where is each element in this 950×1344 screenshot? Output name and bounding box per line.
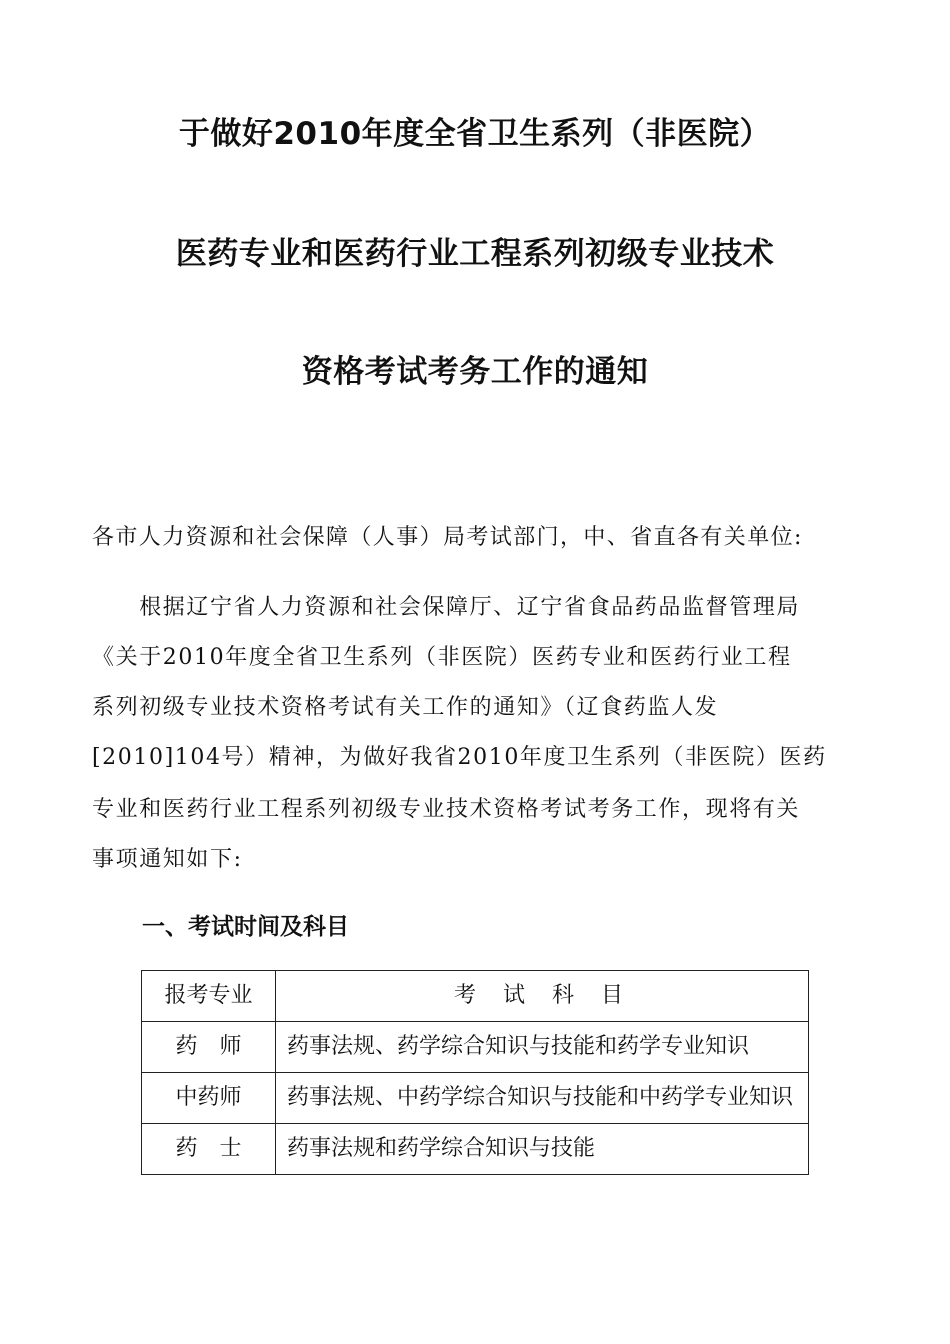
title-line-1: 于做好2010年度全省卫生系列（非医院）: [178, 116, 772, 152]
header-subjects: [276, 971, 809, 1022]
section-heading: 一、考试时间及科目: [142, 914, 349, 940]
title-line-2: 医药专业和医药行业工程系列初级专业技术: [175, 236, 775, 272]
body-line: 系列初级专业技术资格考试有关工作的通知》（辽食药监人发: [92, 695, 719, 720]
header-subjects-label: 考 试 科 目: [454, 983, 633, 1008]
subjects-text: 药事法规、中药学综合知识与技能和中药学专业知识: [287, 1085, 794, 1110]
body-line: 根据辽宁省人力资源和社会保障厅、辽宁省食品药品监督管理局: [92, 595, 801, 620]
table-row: [142, 1124, 809, 1175]
table-cell-major: [142, 1022, 276, 1073]
major-name: 药 士: [175, 1136, 242, 1161]
body-line: 专业和医药行业工程系列初级专业技术资格考试考务工作，现将有关: [92, 797, 801, 822]
major-name: 中药师: [175, 1085, 242, 1110]
table-cell-subjects: [276, 1073, 809, 1124]
header-major-label: 报考专业: [164, 983, 253, 1008]
table-cell-major: [142, 1073, 276, 1124]
subjects-text: 药事法规和药学综合知识与技能: [287, 1136, 596, 1161]
table-cell-major: [142, 1124, 276, 1175]
title-line-3: 资格考试考务工作的通知: [301, 354, 649, 390]
table-row: [142, 1073, 809, 1124]
subjects-text: 药事法规、药学综合知识与技能和药学专业知识: [287, 1034, 750, 1059]
table-cell-subjects: [276, 1124, 809, 1175]
major-name: 药 师: [175, 1034, 242, 1059]
body-line: 《关于2010年度全省卫生系列（非医院）医药专业和医药行业工程: [92, 645, 792, 670]
body-line: 事项通知如下:: [92, 847, 243, 872]
body-line: [2010]104号）精神，为做好我省2010年度卫生系列（非医院）医药: [92, 745, 827, 770]
exam-subjects-table: [141, 970, 809, 1175]
salutation: 各市人力资源和社会保障（人事）局考试部门，中、省直各有关单位:: [92, 525, 803, 550]
header-major: [142, 971, 276, 1022]
table-row: [142, 1022, 809, 1073]
table-header-row: [142, 971, 809, 1022]
table-cell-subjects: [276, 1022, 809, 1073]
